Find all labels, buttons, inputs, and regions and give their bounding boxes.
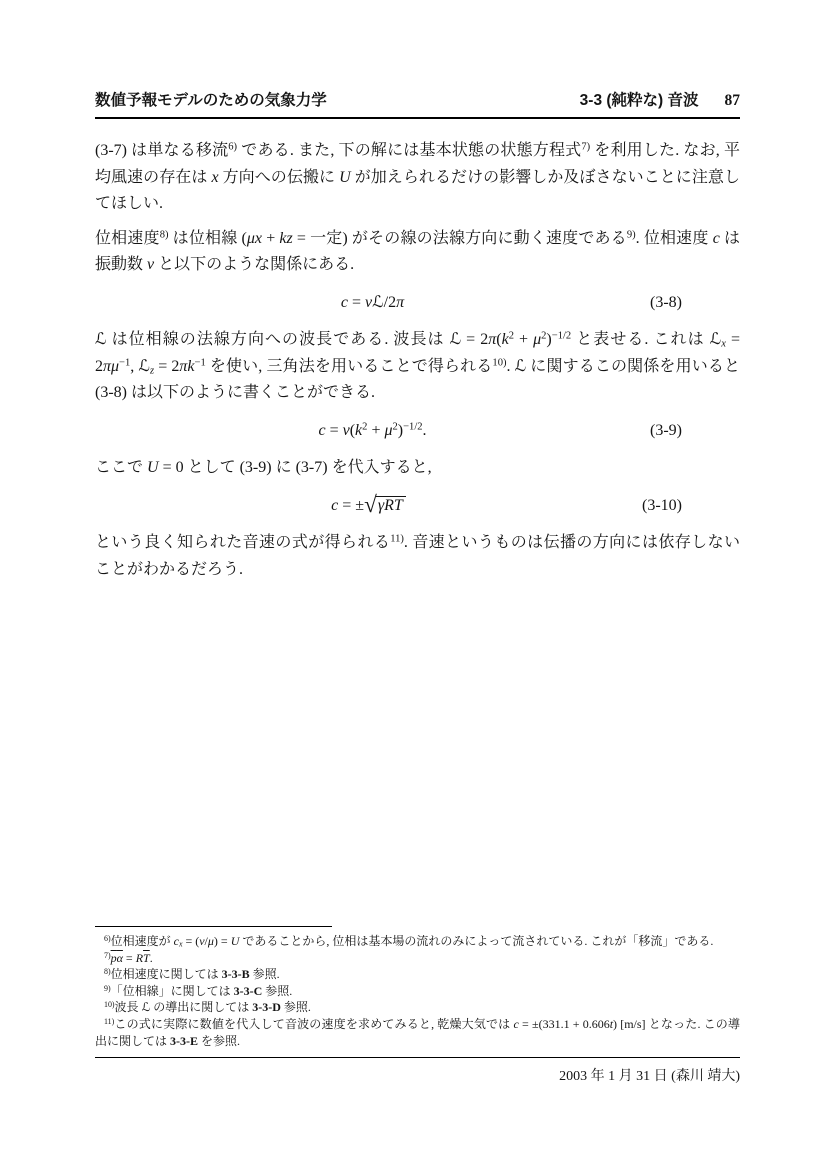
equation-3-10-number: (3-10) — [642, 496, 682, 514]
equation-3-8 — [95, 290, 740, 317]
footnote-rule — [95, 926, 332, 927]
section-heading-area — [580, 88, 740, 110]
equation-3-9-body: $c = \nu(k^2 + \mu^2)^{-1/2}$. — [318, 421, 427, 439]
footnote-9: $^{9)}$「位相線」に関しては 3-3-C 参照. — [104, 983, 293, 998]
equation-3-8-body: c = νℒ/2π — [340, 293, 405, 311]
paragraph-phase-speed: 位相速度$^{8)}$ は位相線 (μx + kz = 一定) がその線の法線方向に動く速度である$^{9)}$. 位相速度 c は振動数 ν と以下のような関係にある. — [95, 229, 740, 273]
paragraph-advection: (3-7) は単なる移流$^{6)}$ である. また, 下の解には基本状態の状態方程式$^{7)}$ を利用した. なお, 平均風速の存在は x 方向への伝搬に U が加えられるだけの影響しか及ぼさないことに注意してほしい. — [95, 141, 740, 212]
equation-3-8-number: (3-8) — [650, 293, 682, 311]
footnote-11: $^{11)}$この式に実際に数値を代入して音波の速度を求めてみると, 乾燥大気では c = ±(331.1 + 0.606t) [m/s] となった. この導出に関しては 3-3-E を参照. — [95, 1016, 740, 1048]
paragraph-sound-speed: という良く知られた音速の式が得られる$^{11)}$. 音速というものは伝播の方向には依存しないことがわかるだろう. — [95, 533, 740, 578]
page-footer — [95, 1057, 740, 1085]
section-heading: 3-3 (純粋な) 音波 — [579, 92, 699, 109]
equation-3-10-body: $c = \pm√\gamma R\overline{T}$ — [95, 493, 642, 520]
main-content — [95, 138, 740, 591]
page-number: 87 — [724, 92, 740, 109]
paragraph-substitute: ここで U = 0 として (3-9) に (3-7) を代入すると, — [95, 459, 432, 476]
footnotes-block — [95, 926, 740, 1049]
equation-3-9-number: (3-9) — [650, 421, 682, 439]
footer-rule — [95, 1057, 740, 1058]
date-author-line: 2003 年 1 月 31 日 (森川 靖大) — [559, 1069, 740, 1084]
footnote-7: $^{7)}\overline{p}\overline{\alpha} = R\overline{T}$. — [104, 950, 153, 965]
equation-3-9 — [95, 418, 740, 445]
footnote-10: $^{10)}$波長 ℒ の導出に関しては 3-3-D 参照. — [104, 1000, 311, 1015]
page-header — [95, 88, 740, 119]
equation-3-10 — [95, 493, 740, 520]
footnote-6: $^{6)}$位相速度が $c_x = (\nu/\mu) = U$ であることから, 位相は基本場の流れのみによって流されている. これが「移流」である. — [104, 934, 714, 949]
paragraph-wavelength: ℒ は位相線の法線方向への波長である. 波長は ℒ = $2\pi(k^2 + \mu^2)^{-1/2}$ と表せる. これは ℒ$_x$ = $2\pi\mu^{-1}$, ℒ$_z$ = $2\pi k^{-1}$ を使い, 三角法を用いることで得られる$^{10)}$. ℒ に関するこの関係を用いると (3-8) は以下のように書くことができる. — [95, 330, 740, 401]
footnote-8: $^{8)}$位相速度に関しては 3-3-B 参照. — [104, 967, 280, 982]
running-title: 数値予報モデルのための気象力学 — [95, 92, 327, 109]
